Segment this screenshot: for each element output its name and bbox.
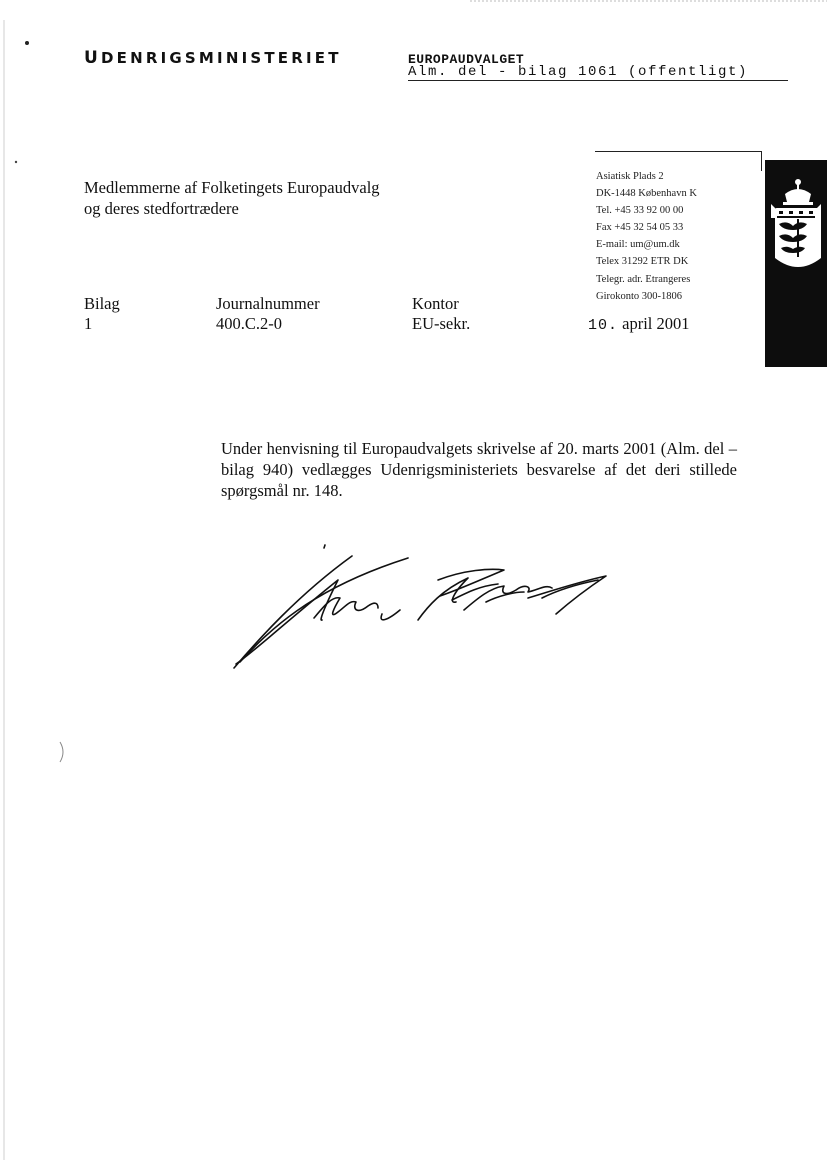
royal-crest-icon bbox=[765, 174, 827, 304]
bilag-label: Bilag bbox=[84, 294, 120, 313]
journal-value: 400.C.2-0 bbox=[216, 314, 282, 333]
address-giro: Girokonto 300-1806 bbox=[596, 290, 683, 302]
address-divider bbox=[761, 151, 762, 171]
address-email: E-mail: um@um.dk bbox=[596, 239, 680, 251]
kontor-value: EU-sekr. bbox=[412, 314, 471, 333]
address-telegraph: Telegr. adr. Etrangeres bbox=[596, 273, 691, 285]
document-reference: Alm. del - bilag 1061 (offentligt) bbox=[408, 65, 788, 81]
address-street: Asiatisk Plads 2 bbox=[596, 171, 664, 182]
letter-date bbox=[588, 314, 690, 334]
recipient-line: Medlemmerne af Folketingets Europaudvalg bbox=[84, 178, 380, 197]
letter-body: Under henvisning til Europaudvalgets skrivelse af 20. marts 2001 (Alm. del – bilag 940) vedlægges Udenrigsministeriets besvarelse af det deri stillede spørgsmål nr. 148. bbox=[221, 439, 737, 500]
recipient-line: og deres stedfortrædere bbox=[84, 199, 239, 218]
date-day: 10. bbox=[588, 317, 619, 334]
kontor-label: Kontor bbox=[412, 294, 459, 313]
bilag-value: 1 bbox=[84, 314, 93, 333]
date-month-year: april 2001 bbox=[622, 314, 690, 333]
address-telex: Telex 31292 ETR DK bbox=[596, 256, 689, 268]
sender-address bbox=[596, 168, 697, 305]
journal-label: Journalnummer bbox=[216, 294, 320, 313]
address-tel: Tel. +45 33 92 00 00 bbox=[596, 205, 684, 217]
recipient-block bbox=[84, 177, 380, 219]
address-fax: Fax +45 32 54 05 33 bbox=[596, 222, 684, 234]
committee-name: EUROPAUDVALGET bbox=[408, 52, 525, 67]
address-divider bbox=[595, 151, 761, 152]
address-city: DK-1448 København K bbox=[596, 188, 697, 200]
ministry-name: UDENRIGSMINISTERIET bbox=[84, 48, 342, 68]
handwritten-signature bbox=[228, 540, 628, 680]
crest-band bbox=[765, 160, 827, 367]
